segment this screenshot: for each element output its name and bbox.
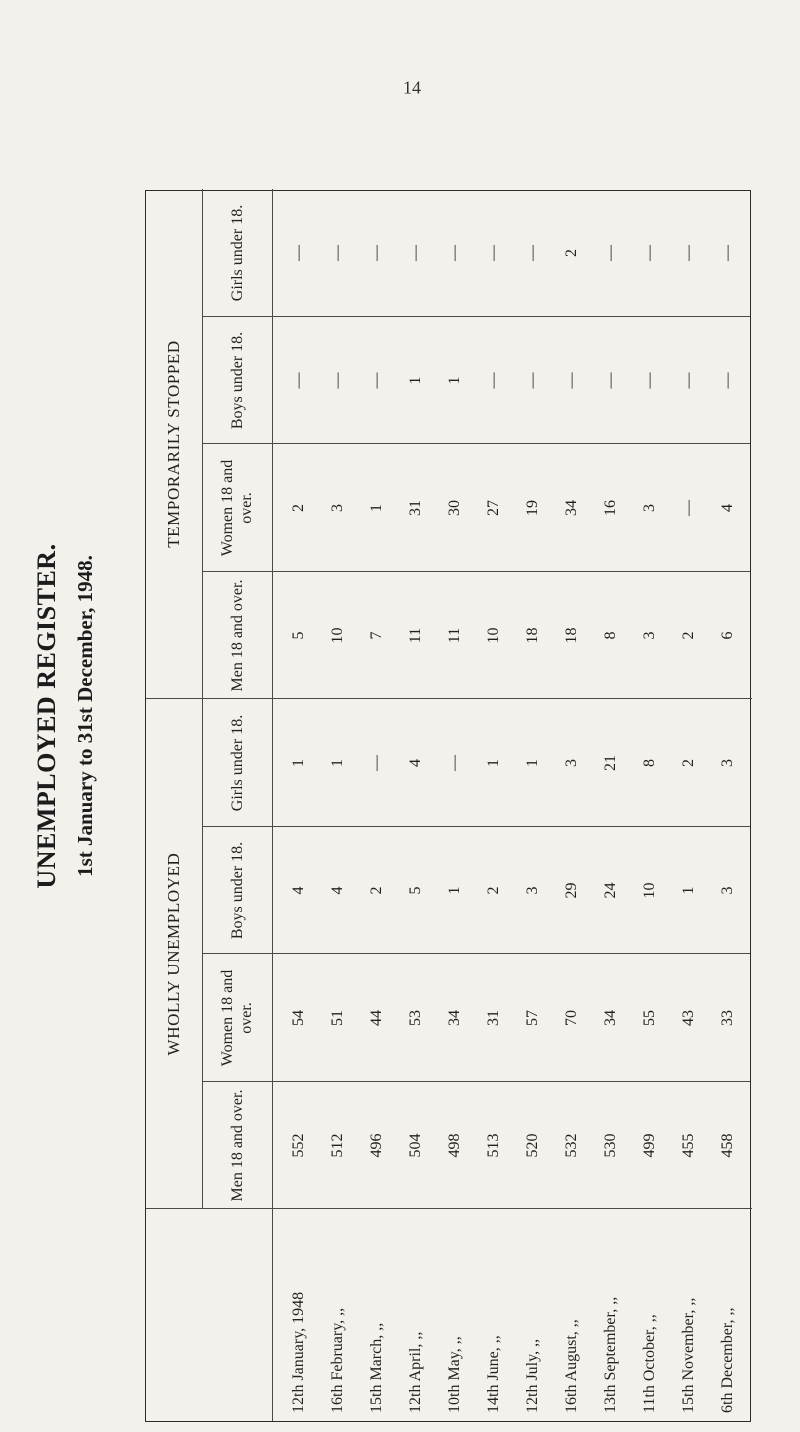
cell-ts-boys: — xyxy=(680,372,697,389)
cell-wu-girls: 1 xyxy=(524,759,541,767)
row-date: 13th September, ,, xyxy=(602,1296,619,1413)
cell-wu-girls: 1 xyxy=(329,759,346,767)
cell-ts-boys: — xyxy=(329,372,346,389)
row-date: 12th July, ,, xyxy=(524,1338,541,1413)
cell-wu-men: 513 xyxy=(485,1133,502,1158)
cell-wu-boys: 1 xyxy=(446,886,463,895)
cell-wu-boys: 24 xyxy=(602,882,619,899)
row-date: 16th August, ,, xyxy=(563,1319,580,1413)
cell-ts-women: 3 xyxy=(641,504,658,512)
cell-ts-boys: — xyxy=(641,372,658,389)
cell-ts-girls: — xyxy=(407,245,424,261)
row-date: 15th March, ,, xyxy=(368,1322,385,1413)
cell-wu-men: 520 xyxy=(524,1133,541,1158)
cell-ts-women: 27 xyxy=(485,500,502,516)
group-header-temporarily-stopped: TEMPORARILY STOPPED xyxy=(164,340,183,548)
column-header-men: Men 18 and over. xyxy=(228,579,246,692)
cell-ts-girls: — xyxy=(368,245,385,261)
cell-wu-women: 57 xyxy=(524,1010,541,1026)
cell-ts-boys: 1 xyxy=(446,376,463,385)
column-header-men: Men 18 and over. xyxy=(228,1089,246,1202)
column-header-girls: Girls under 18. xyxy=(228,714,246,812)
cell-ts-women: 16 xyxy=(602,500,619,516)
cell-ts-men: 8 xyxy=(602,631,619,640)
cell-wu-men: 552 xyxy=(290,1133,307,1158)
cell-ts-men: 11 xyxy=(407,627,424,644)
cell-ts-men: 10 xyxy=(485,627,502,644)
row-date: 12th January, 1948 xyxy=(290,1291,307,1413)
cell-wu-boys: 29 xyxy=(563,882,580,899)
cell-ts-men: 18 xyxy=(563,627,580,644)
cell-wu-men: 532 xyxy=(563,1133,580,1158)
cell-wu-women: 43 xyxy=(680,1010,697,1026)
column-header-boys: Boys under 18. xyxy=(228,331,246,430)
cell-wu-girls: 21 xyxy=(602,755,619,771)
cell-ts-men: 18 xyxy=(524,627,541,644)
cell-ts-men: 3 xyxy=(641,631,658,640)
cell-wu-boys: 5 xyxy=(407,886,424,895)
column-header-women: Women 18 and over. xyxy=(219,969,255,1067)
cell-wu-girls: — xyxy=(368,755,385,771)
cell-wu-women: 70 xyxy=(563,1010,580,1026)
cell-wu-girls: 3 xyxy=(563,759,580,767)
cell-wu-boys: 4 xyxy=(329,886,346,895)
cell-ts-women: — xyxy=(680,500,697,516)
cell-ts-women: 1 xyxy=(368,504,385,512)
cell-ts-girls: — xyxy=(329,245,346,261)
cell-wu-men: 458 xyxy=(719,1133,736,1158)
cell-ts-men: 5 xyxy=(290,631,307,640)
cell-ts-boys: — xyxy=(290,372,307,389)
cell-ts-men: 2 xyxy=(680,631,697,640)
header-divider xyxy=(272,189,273,1421)
cell-wu-men: 455 xyxy=(680,1133,697,1158)
cell-wu-boys: 2 xyxy=(485,886,502,895)
cell-ts-girls: 2 xyxy=(563,249,580,257)
page-number: 14 xyxy=(403,77,421,98)
cell-ts-women: 19 xyxy=(524,500,541,516)
row-date: 6th December, ,, xyxy=(719,1307,736,1413)
cell-ts-girls: — xyxy=(602,245,619,261)
cell-ts-boys: — xyxy=(602,372,619,389)
cell-wu-boys: 3 xyxy=(524,886,541,895)
cell-wu-women: 44 xyxy=(368,1010,385,1026)
cell-wu-women: 51 xyxy=(329,1010,346,1026)
cell-ts-boys: — xyxy=(368,372,385,389)
cell-wu-men: 498 xyxy=(446,1133,463,1158)
cell-wu-girls: 1 xyxy=(485,759,502,767)
column-header-women: Women 18 and over. xyxy=(219,459,255,557)
cell-wu-men: 504 xyxy=(407,1133,424,1158)
register-table xyxy=(145,190,751,1422)
cell-wu-boys: 1 xyxy=(680,886,697,895)
cell-ts-girls: — xyxy=(446,245,463,261)
row-date: 11th October, ,, xyxy=(641,1314,658,1413)
cell-ts-boys: — xyxy=(524,372,541,389)
cell-ts-boys: — xyxy=(563,372,580,389)
cell-wu-men: 499 xyxy=(641,1133,658,1158)
cell-ts-men: 10 xyxy=(329,627,346,644)
cell-wu-boys: 2 xyxy=(368,886,385,895)
cell-wu-women: 53 xyxy=(407,1010,424,1026)
cell-wu-girls: 3 xyxy=(719,759,736,767)
cell-wu-girls: 4 xyxy=(407,759,424,767)
cell-ts-men: 6 xyxy=(719,631,736,640)
cell-wu-women: 54 xyxy=(290,1010,307,1026)
row-date: 10th May, ,, xyxy=(446,1336,463,1413)
cell-ts-women: 2 xyxy=(290,504,307,512)
cell-wu-boys: 10 xyxy=(641,882,658,899)
cell-wu-men: 512 xyxy=(329,1133,346,1158)
cell-ts-girls: — xyxy=(524,245,541,261)
cell-wu-men: 496 xyxy=(368,1133,385,1158)
column-header-girls: Girls under 18. xyxy=(228,204,246,302)
cell-ts-men: 7 xyxy=(368,631,385,640)
page-subtitle: 1st January to 31st December, 1948. xyxy=(73,555,97,877)
cell-wu-girls: 8 xyxy=(641,759,658,767)
row-date: 15th November, ,, xyxy=(680,1297,697,1413)
cell-ts-girls: — xyxy=(680,245,697,261)
cell-ts-men: 11 xyxy=(446,627,463,644)
cell-wu-men: 530 xyxy=(602,1133,619,1158)
row-date: 14th June, ,, xyxy=(485,1335,502,1413)
row-date: 12th April, ,, xyxy=(407,1331,424,1413)
cell-wu-women: 34 xyxy=(602,1010,619,1026)
cell-ts-women: 31 xyxy=(407,500,424,516)
cell-ts-boys: — xyxy=(719,372,736,389)
cell-wu-women: 33 xyxy=(719,1010,736,1026)
cell-wu-girls: 1 xyxy=(290,759,307,767)
cell-ts-women: 3 xyxy=(329,504,346,512)
cell-ts-boys: 1 xyxy=(407,376,424,385)
cell-ts-women: 30 xyxy=(446,500,463,516)
page-title: UNEMPLOYED REGISTER. xyxy=(32,543,61,889)
cell-wu-girls: — xyxy=(446,755,463,771)
cell-ts-girls: — xyxy=(290,245,307,261)
cell-ts-girls: — xyxy=(641,245,658,261)
cell-ts-girls: — xyxy=(719,245,736,261)
row-date: 16th February, ,, xyxy=(329,1307,346,1413)
cell-wu-boys: 3 xyxy=(719,886,736,895)
cell-wu-women: 55 xyxy=(641,1010,658,1026)
title-block xyxy=(0,0,116,1432)
cell-wu-women: 34 xyxy=(446,1010,463,1026)
cell-ts-girls: — xyxy=(485,245,502,261)
cell-wu-boys: 4 xyxy=(290,886,307,895)
column-header-boys: Boys under 18. xyxy=(228,841,246,940)
cell-ts-women: 4 xyxy=(719,504,736,512)
cell-ts-boys: — xyxy=(485,372,502,389)
cell-wu-women: 31 xyxy=(485,1010,502,1026)
cell-wu-girls: 2 xyxy=(680,759,697,767)
cell-ts-women: 34 xyxy=(563,500,580,516)
group-header-wholly-unemployed: WHOLLY UNEMPLOYED xyxy=(164,852,183,1056)
